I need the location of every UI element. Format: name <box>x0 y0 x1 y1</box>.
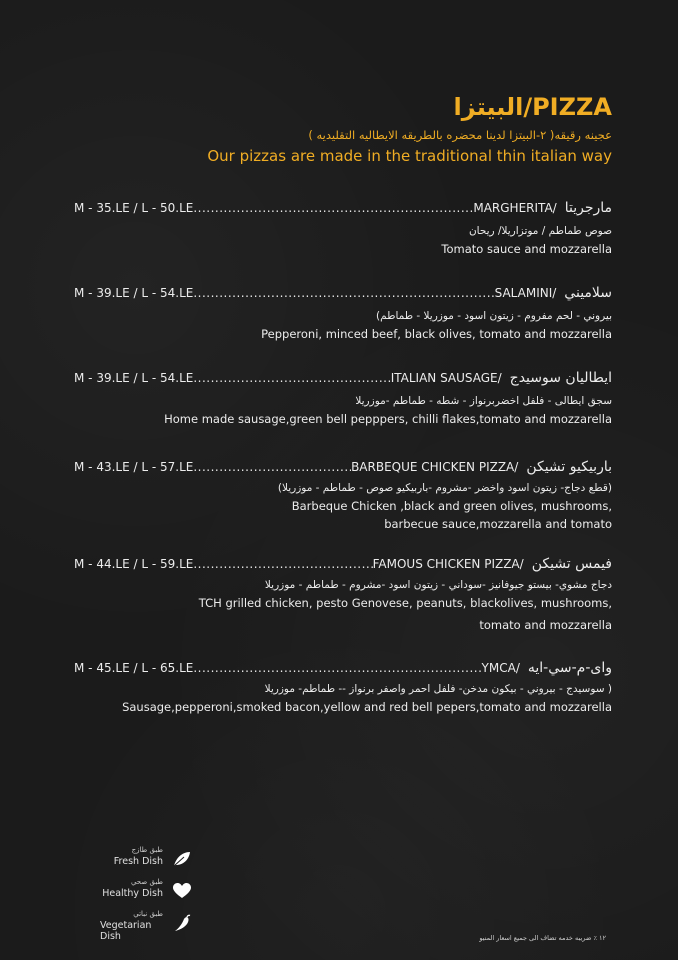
item-price: M - 35.LE / L - 50.LE <box>74 201 194 215</box>
heart-icon <box>172 882 192 900</box>
page-title: البيتزا/PIZZA <box>453 93 612 121</box>
leaf-icon <box>172 850 192 868</box>
menu-item-salamini <box>74 285 612 343</box>
item-name-en: MARGHERITA/ <box>473 201 557 215</box>
chili-icon <box>172 914 192 932</box>
item-desc-en: TCH grilled chicken, pesto Genovese, peanuts, blackolives, mushrooms, <box>198 596 612 610</box>
legend-label-ar: طبق نباتي <box>133 910 163 918</box>
item-desc-ar: (قطع دجاج- زيتون اسود واخضر -مشروم -باربيكيو صوص - طماطم - موزريلا) <box>277 482 612 494</box>
dot-leader <box>193 371 390 385</box>
legend-label-en: Healthy Dish <box>102 888 163 899</box>
legend-fresh <box>100 846 200 878</box>
menu-item-margherita <box>74 200 612 258</box>
item-name-en: BARBEQUE CHICKEN PIZZA/ <box>351 460 519 474</box>
item-name-en: ITALIAN SAUSAGE/ <box>390 371 502 385</box>
legend-label-en: Vegetarian Dish <box>100 920 152 942</box>
item-desc-en-line2: tomato and mozzarella <box>479 618 612 632</box>
item-desc-en: Home made sausage,green bell pepppers, chilli flakes,tomato and mozzarella <box>164 412 612 426</box>
item-desc-ar: (بيروني - لحم مفروم - زيتون اسود - موزريلا - طماطم <box>376 310 612 322</box>
service-tax-note: ١٢ ٪ ضريبه خدمه تضاف الى جميع اسعار المنيو <box>479 934 606 942</box>
item-price: M - 39.LE / L - 54.LE <box>74 371 194 385</box>
item-name-en: FAMOUS CHICKEN PIZZA/ <box>372 557 524 571</box>
menu-item-ymca <box>74 660 612 716</box>
menu-item-famous-chicken <box>74 556 612 634</box>
dot-leader <box>193 201 473 215</box>
dot-leader <box>193 661 481 675</box>
item-name-ar: مارجريتا <box>564 200 612 216</box>
legend-label-ar: طبق صحي <box>130 878 163 886</box>
item-desc-ar: سوسيدج - بيروني - بيكون مدخن- فلفل احمر واصفر برنواز -- طماطم- موزريلا ) <box>264 683 612 695</box>
item-name-en: SALAMINI/ <box>494 286 557 300</box>
subtitle-arabic: ( ٢-البيتزا لدينا محضره بالطريقه الايطاليه التقليديه )عجينه رقيقه <box>308 128 612 142</box>
item-name-ar: واى-م-سي-ايه <box>527 660 612 676</box>
item-desc-en: Barbeque Chicken ,black and green olives, mushrooms, <box>291 499 612 513</box>
item-price: M - 45.LE / L - 65.LE <box>74 661 194 675</box>
legend-vegetarian <box>100 910 200 942</box>
item-desc-ar: دجاج مشوي- بيستو جيوفانيز -سوداني - زيتون اسود -مشروم - طماطم - موزريلا <box>264 579 612 591</box>
item-price: M - 44.LE / L - 59.LE <box>74 557 194 571</box>
item-price: M - 39.LE / L - 54.LE <box>74 286 194 300</box>
dish-legend <box>100 846 200 942</box>
item-desc-en: Tomato sauce and mozzarella <box>441 242 612 256</box>
item-name-ar: فيمس تشيكن <box>531 556 612 572</box>
dot-leader <box>193 557 372 571</box>
dot-leader <box>193 460 351 474</box>
item-desc-ar: سجق ايطالى - فلفل اخضربرنواز - شطه - طماطم -موزريلا <box>355 395 612 407</box>
item-name-ar: باربيكيو تشيكن <box>526 459 612 475</box>
legend-label-ar: طبق طازج <box>131 846 163 854</box>
subtitle-english: Our pizzas are made in the traditional thin italian way <box>207 147 612 165</box>
item-name-ar: ايطاليان سوسيدج <box>509 370 612 386</box>
dot-leader <box>193 286 494 300</box>
legend-label-en: Fresh Dish <box>113 856 163 867</box>
item-desc-ar: صوص طماطم / موتزاريلا/ ريحان <box>468 225 612 237</box>
legend-healthy <box>100 878 200 910</box>
item-name-en: YMCA/ <box>481 661 520 675</box>
item-name-ar: سلاميني <box>564 285 612 301</box>
menu-item-italian-sausage <box>74 370 612 428</box>
item-price: M - 43.LE / L - 57.LE <box>74 460 194 474</box>
item-desc-en-line2: barbecue sauce,mozzarella and tomato <box>384 517 612 531</box>
item-desc-en: Sausage,pepperoni,smoked bacon,yellow and red bell pepers,tomato and mozzarella <box>122 700 612 714</box>
item-desc-en: Pepperoni, minced beef, black olives, tomato and mozzarella <box>261 327 612 341</box>
menu-item-barbeque-chicken <box>74 459 612 533</box>
menu-header <box>207 92 612 166</box>
